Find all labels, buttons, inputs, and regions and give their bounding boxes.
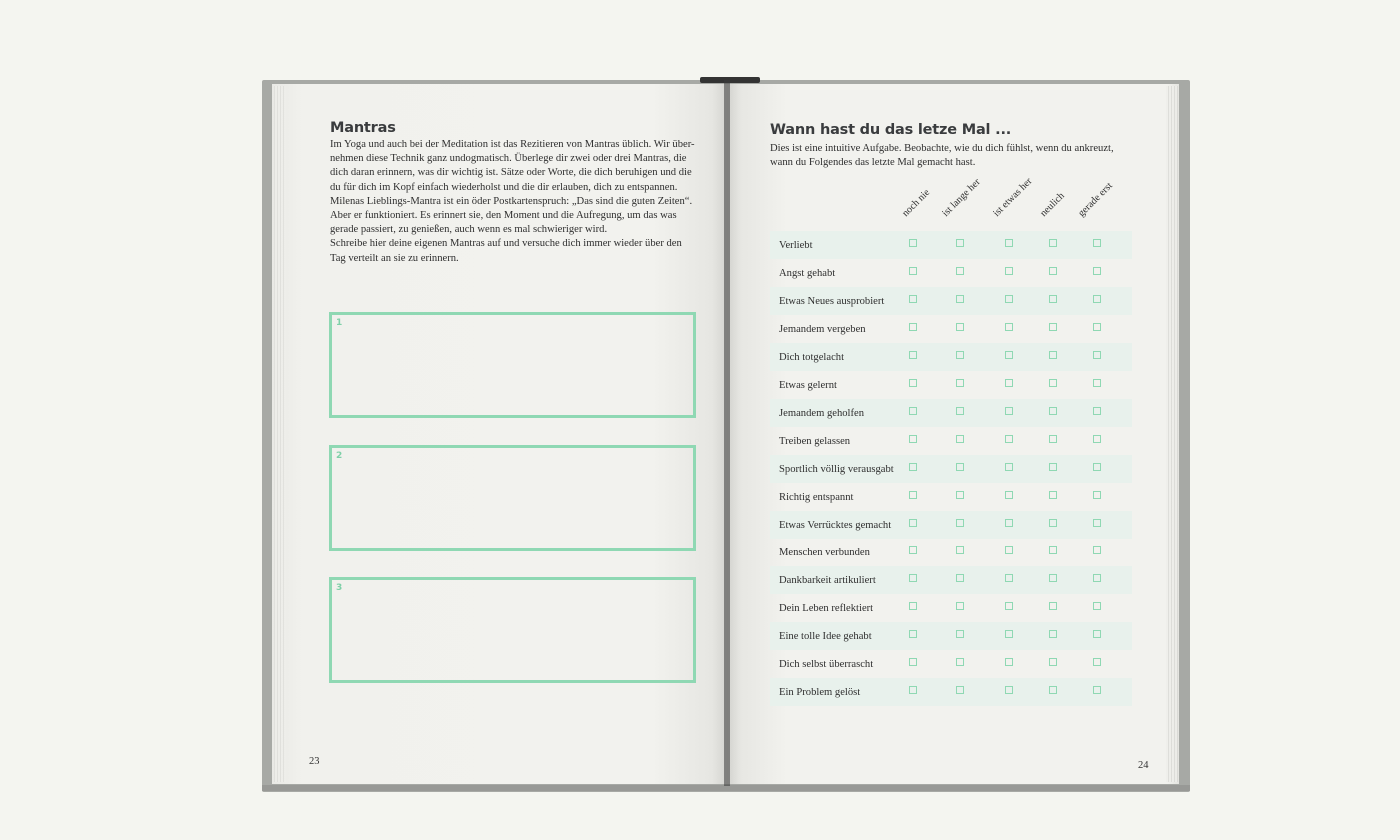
table-row — [770, 399, 1132, 427]
checkbox[interactable] — [1093, 686, 1101, 694]
checkbox[interactable] — [909, 239, 917, 247]
checkbox[interactable] — [909, 323, 917, 331]
checkbox[interactable] — [1093, 574, 1101, 582]
checkbox[interactable] — [1093, 295, 1101, 303]
checkbox[interactable] — [1093, 379, 1101, 387]
checkbox[interactable] — [956, 686, 964, 694]
checkbox[interactable] — [1049, 295, 1057, 303]
checkbox[interactable] — [1005, 267, 1013, 275]
intro-line: Dies ist eine intuitive Aufgabe. Beobachte, wie du dich fühlst, wenn du ankreuzt, — [770, 143, 1114, 154]
row-label: Menschen verbunden — [779, 547, 870, 559]
row-label: Sportlich völlig verausgabt — [779, 463, 894, 475]
body-line: Im Yoga und auch bei der Meditation ist das Rezitieren von Mantras üblich. Wir über- — [330, 139, 695, 150]
column-header-ist-lange-her: ist lange her — [940, 176, 983, 219]
checkbox[interactable] — [1005, 686, 1013, 694]
mantras-body-text — [330, 138, 695, 266]
checkbox[interactable] — [1049, 519, 1057, 527]
checkbox[interactable] — [956, 435, 964, 443]
checkbox[interactable] — [956, 491, 964, 499]
checklist-title: Wann hast du das letze Mal ... — [770, 122, 1012, 138]
table-row — [770, 231, 1132, 259]
table-row — [770, 343, 1132, 371]
checkbox[interactable] — [909, 630, 917, 638]
row-label: Etwas Neues ausprobiert — [779, 295, 885, 307]
mantra-box-3[interactable] — [329, 577, 696, 683]
checkbox[interactable] — [909, 602, 917, 610]
row-label: Dein Leben reflektiert — [779, 603, 874, 615]
checkbox[interactable] — [956, 630, 964, 638]
checkbox[interactable] — [1049, 351, 1057, 359]
table-row — [770, 594, 1132, 622]
checkbox[interactable] — [909, 519, 917, 527]
table-row — [770, 259, 1132, 287]
body-line: nehmen diese Technik ganz undogmatisch. Überlege dir zwei oder drei Mantras, die — [330, 153, 687, 165]
checkbox[interactable] — [1005, 630, 1013, 638]
checkbox[interactable] — [1049, 686, 1057, 694]
checkbox[interactable] — [1049, 546, 1057, 554]
row-label: Etwas gelernt — [779, 379, 837, 391]
checkbox[interactable] — [1005, 519, 1013, 527]
body-line: Milenas Lieblings-Mantra ist ein öder Postkartenspruch: „Das sind die guten Zeiten“. — [330, 195, 693, 207]
checkbox[interactable] — [909, 351, 917, 359]
table-row — [770, 538, 1132, 566]
checkbox[interactable] — [909, 574, 917, 582]
column-header-gerade-erst: gerade erst — [1076, 180, 1115, 219]
checkbox[interactable] — [1093, 463, 1101, 471]
checkbox[interactable] — [1093, 546, 1101, 554]
intro-line: wann du Folgendes das letzte Mal gemacht hast. — [770, 157, 976, 169]
checkbox[interactable] — [1005, 574, 1013, 582]
checkbox[interactable] — [1093, 267, 1101, 275]
checkbox[interactable] — [1005, 295, 1013, 303]
row-label: Richtig entspannt — [779, 491, 854, 503]
checkbox[interactable] — [909, 546, 917, 554]
table-row — [770, 287, 1132, 315]
checkbox[interactable] — [1049, 463, 1057, 471]
table-row — [770, 427, 1132, 455]
left-page-edges — [274, 86, 286, 782]
mantra-box-2[interactable] — [329, 445, 696, 551]
checkbox[interactable] — [909, 491, 917, 499]
checkbox[interactable] — [956, 658, 964, 666]
checkbox[interactable] — [1049, 574, 1057, 582]
checkbox[interactable] — [909, 407, 917, 415]
row-label: Ein Problem gelöst — [779, 687, 861, 699]
body-line: gerade passiert, zu genießen, auch wenn es mal schwieriger wird. — [330, 224, 608, 236]
checkbox[interactable] — [1049, 630, 1057, 638]
checkbox[interactable] — [1049, 491, 1057, 499]
checkbox[interactable] — [956, 463, 964, 471]
body-line: Schreibe hier deine eigenen Mantras auf und versuche dich immer wieder über den — [330, 238, 682, 250]
mantras-title: Mantras — [330, 120, 396, 136]
body-line: dich daran erinnern, was dir wichtig ist. Sätze oder Worte, die dich beruhigen und die — [330, 167, 692, 179]
checkbox[interactable] — [1005, 546, 1013, 554]
checkbox[interactable] — [1093, 519, 1101, 527]
checkbox[interactable] — [1093, 239, 1101, 247]
spine-top-edge — [700, 77, 760, 83]
row-label: Jemandem vergeben — [779, 323, 866, 335]
checkbox[interactable] — [1005, 379, 1013, 387]
row-label: Eine tolle Idee gehabt — [779, 631, 872, 643]
checkbox[interactable] — [909, 686, 917, 694]
table-row — [770, 622, 1132, 650]
row-label: Dankbarkeit artikuliert — [779, 575, 876, 587]
table-row — [770, 678, 1132, 706]
checkbox[interactable] — [1005, 239, 1013, 247]
checkbox[interactable] — [1049, 602, 1057, 610]
checkbox[interactable] — [956, 546, 964, 554]
checkbox[interactable] — [1005, 602, 1013, 610]
checkbox[interactable] — [909, 435, 917, 443]
checkbox[interactable] — [909, 463, 917, 471]
row-label: Jemandem geholfen — [779, 407, 865, 419]
table-row — [770, 455, 1132, 483]
mantra-box-1[interactable] — [329, 312, 696, 418]
checkbox[interactable] — [1049, 323, 1057, 331]
checkbox[interactable] — [909, 295, 917, 303]
checkbox[interactable] — [956, 351, 964, 359]
table-row — [770, 483, 1132, 511]
table-row — [770, 371, 1132, 399]
checkbox[interactable] — [1049, 407, 1057, 415]
checkbox[interactable] — [1005, 407, 1013, 415]
checklist-intro — [770, 142, 1114, 170]
column-header-noch-nie: noch nie — [900, 187, 933, 219]
table-row — [770, 511, 1132, 539]
checkbox[interactable] — [909, 658, 917, 666]
checkbox[interactable] — [1049, 379, 1057, 387]
checkbox[interactable] — [1049, 658, 1057, 666]
column-header-ist-etwas-her: ist etwas her — [991, 175, 1035, 219]
checkbox[interactable] — [1093, 491, 1101, 499]
checkbox[interactable] — [1093, 407, 1101, 415]
checkbox[interactable] — [1093, 658, 1101, 666]
table-row — [770, 315, 1132, 343]
mantra-box-number: 3 — [336, 583, 343, 593]
checkbox[interactable] — [909, 379, 917, 387]
book-gutter — [724, 80, 730, 786]
table-row — [770, 650, 1132, 678]
checkbox[interactable] — [1093, 323, 1101, 331]
checkbox[interactable] — [1005, 491, 1013, 499]
checkbox[interactable] — [1005, 463, 1013, 471]
checkbox[interactable] — [1005, 658, 1013, 666]
row-label: Dich selbst überrascht — [779, 659, 874, 671]
row-label: Verliebt — [779, 240, 813, 251]
checkbox[interactable] — [1093, 435, 1101, 443]
checkbox[interactable] — [956, 574, 964, 582]
table-row — [770, 566, 1132, 594]
checkbox[interactable] — [1005, 351, 1013, 359]
checkbox[interactable] — [1005, 323, 1013, 331]
checkbox[interactable] — [956, 295, 964, 303]
body-line: Aber er funktioniert. Es erinnert sie, den Moment und die Aufregung, um das was — [330, 210, 677, 222]
row-label: Angst gehabt — [779, 267, 836, 279]
body-line: du für dich im Kopf einfach wiederholst und die dir erlauben, dich zu entspannen. — [330, 181, 678, 193]
row-label: Etwas Verrücktes gemacht — [779, 519, 892, 531]
checkbox[interactable] — [1093, 602, 1101, 610]
checkbox[interactable] — [909, 267, 917, 275]
checkbox[interactable] — [1049, 267, 1057, 275]
page-number-right: 24 — [1138, 760, 1149, 771]
checkbox[interactable] — [956, 519, 964, 527]
checkbox[interactable] — [956, 267, 964, 275]
right-page-edges — [1166, 86, 1178, 782]
mantra-box-number: 1 — [336, 318, 343, 328]
checkbox[interactable] — [1049, 435, 1057, 443]
checkbox[interactable] — [956, 602, 964, 610]
checkbox[interactable] — [1049, 239, 1057, 247]
checkbox[interactable] — [956, 379, 964, 387]
checkbox[interactable] — [1093, 351, 1101, 359]
row-label: Dich totgelacht — [779, 351, 845, 363]
checkbox[interactable] — [956, 323, 964, 331]
row-label: Treiben gelassen — [779, 435, 851, 447]
checkbox[interactable] — [956, 239, 964, 247]
checkbox[interactable] — [1093, 630, 1101, 638]
mantra-box-number: 2 — [336, 451, 343, 461]
body-line: Tag verteilt an sie zu erinnern. — [330, 252, 459, 264]
page-number-left: 23 — [309, 756, 320, 767]
checkbox[interactable] — [1005, 435, 1013, 443]
column-header-neulich: neulich — [1038, 190, 1067, 219]
checkbox[interactable] — [956, 407, 964, 415]
